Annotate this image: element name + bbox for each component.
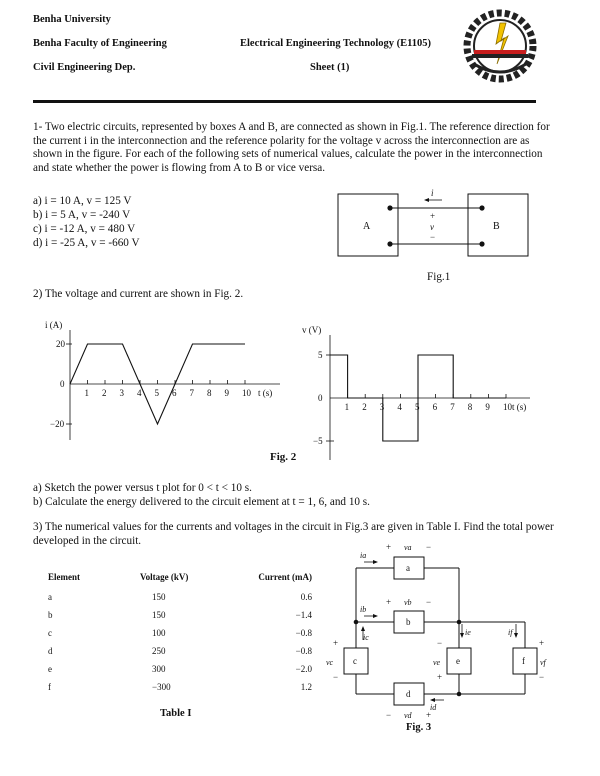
current-cell: −0.8	[295, 628, 312, 638]
voltage-ytick-neg5: −5	[313, 436, 323, 446]
svg-text:+: +	[539, 638, 545, 648]
svg-text:+: +	[426, 710, 432, 720]
element-cell: f	[48, 682, 51, 692]
x-tick-label: 10	[242, 388, 251, 398]
voltage-cell: −300	[152, 682, 171, 692]
x-tick-label: 1	[84, 388, 89, 398]
voltage-vd: vd	[404, 711, 412, 720]
x-tick-label: 10	[503, 402, 512, 412]
x-tick-label: 8	[207, 388, 212, 398]
svg-text:−: −	[386, 710, 392, 720]
svg-text:+: +	[386, 597, 392, 607]
current-ie: ie	[465, 628, 471, 637]
sheet-number: Sheet (1)	[310, 62, 350, 73]
x-tick-label: 1	[344, 402, 350, 412]
current-xlabel: t (s)	[258, 388, 273, 398]
voltage-cell: 100	[152, 628, 166, 638]
voltage-cell: 150	[152, 592, 166, 602]
fig2-plots	[0, 300, 600, 470]
box-a-label: A	[363, 221, 371, 232]
x-tick-label: 4	[397, 402, 402, 412]
table-row	[48, 660, 312, 678]
x-tick-label: 5	[154, 388, 159, 398]
fig1-caption: Fig.1	[427, 271, 451, 283]
q1-item-d: d) i = -25 A, v = -660 V	[33, 237, 140, 249]
plus-label: +	[430, 211, 436, 221]
element-d-label: d	[406, 689, 411, 699]
current-plot	[45, 320, 280, 440]
element-b-label: b	[406, 617, 411, 627]
voltage-ve: ve	[433, 658, 441, 667]
table-row	[48, 642, 312, 660]
x-tick-label: 3	[379, 402, 385, 412]
element-f-label: f	[522, 656, 525, 666]
x-tick-label: 7	[450, 402, 455, 412]
x-tick-label: 6	[432, 402, 438, 412]
current-id: id	[430, 703, 437, 712]
table-caption: Table I	[160, 708, 192, 719]
voltage-cell: 300	[152, 664, 166, 674]
header-voltage: Voltage (kV)	[140, 572, 189, 582]
header-element: Element	[48, 572, 80, 582]
voltage-ytick-0: 0	[318, 393, 323, 403]
q2-sub-b: b) Calculate the energy delivered to the circuit element at t = 1, 6, and 10 s.	[33, 496, 370, 508]
svg-text:+: +	[386, 542, 392, 552]
element-cell: c	[48, 628, 52, 638]
x-tick-label: 4	[137, 388, 142, 398]
current-ic: ic	[363, 633, 369, 642]
q3-text: 3) The numerical values for the currents and voltages in the circuit in Fig.3 are given in Table I. Find the total power developed in the circuit.	[33, 521, 554, 547]
voltage-plot	[302, 325, 530, 460]
current-cell: −1.4	[295, 610, 312, 620]
q1-item-a: a) i = 10 A, v = 125 V	[33, 195, 132, 207]
box-b-label: B	[493, 221, 500, 232]
current-ytick-20: 20	[56, 339, 65, 349]
current-ylabel: i (A)	[45, 320, 63, 330]
voltage-ytick-5: 5	[318, 350, 323, 360]
header-current: Current (mA)	[258, 572, 312, 582]
x-tick-label: 7	[189, 388, 194, 398]
current-ia: ia	[360, 551, 367, 560]
q1-item-b: b) i = 5 A, v = -240 V	[33, 209, 131, 221]
voltage-vf: vf	[540, 658, 546, 667]
table-row	[48, 606, 312, 624]
element-cell: a	[48, 592, 52, 602]
element-a-label: a	[406, 563, 410, 573]
table-row	[48, 588, 312, 606]
university-logo	[460, 6, 540, 86]
element-f	[513, 648, 537, 674]
x-tick-label: 9	[224, 388, 229, 398]
fig3-caption: Fig. 3	[406, 722, 432, 733]
element-cell: b	[48, 610, 53, 620]
svg-text:−: −	[437, 638, 443, 648]
table-i	[48, 566, 312, 696]
q1-text: 1- Two electric circuits, represented by boxes A and B, are connected as shown in Fig.1. The reference direction for the current i in the interconnection and the reference polarity for the voltage v across the interconnection are as shown in the figure. For each of the following sets of numerical values, calculate the power in the interconnection and state whether the power is flowing from A to B or vice versa.	[33, 121, 550, 174]
current-if: if	[508, 628, 513, 637]
q1-item-c: c) i = -12 A, v = 480 V	[33, 223, 136, 235]
course-title: Electrical Engineering Technology (E1105)	[240, 38, 432, 49]
voltage-cell: 150	[152, 610, 166, 620]
voltage-ylabel: v (V)	[302, 325, 322, 335]
svg-text:−: −	[333, 672, 339, 682]
fig3-circuit	[320, 540, 560, 740]
current-label: i	[431, 188, 434, 198]
current-ib: ib	[360, 605, 367, 614]
voltage-vb: vb	[404, 598, 412, 607]
current-cell: −0.8	[295, 646, 312, 656]
minus-label: −	[430, 232, 436, 242]
voltage-vc: vc	[326, 658, 334, 667]
fig1-circuit	[330, 182, 560, 282]
element-e-label: e	[456, 656, 460, 666]
table-row	[48, 624, 312, 642]
q2-text: 2) The voltage and current are shown in Fig. 2.	[33, 288, 244, 300]
voltage-label: v	[430, 222, 434, 232]
fig2-caption: Fig. 2	[270, 451, 297, 463]
header-divider	[33, 100, 536, 103]
svg-text:−: −	[426, 542, 432, 552]
x-tick-label: 2	[102, 388, 107, 398]
x-tick-label: 3	[119, 388, 124, 398]
x-tick-label: 5	[415, 402, 420, 412]
svg-text:−: −	[426, 597, 432, 607]
svg-text:+: +	[437, 672, 443, 682]
voltage-xlabel: t (s)	[512, 402, 527, 412]
current-cell: −2.0	[295, 664, 312, 674]
element-c-label: c	[353, 656, 357, 666]
university-name: Benha University	[33, 14, 111, 25]
current-ytick-neg20: −20	[50, 419, 65, 429]
x-tick-label: 9	[485, 402, 490, 412]
table-header-row	[48, 566, 312, 588]
svg-text:−: −	[539, 672, 545, 682]
current-cell: 1.2	[300, 682, 312, 692]
svg-text:+: +	[333, 638, 339, 648]
voltage-cell: 250	[152, 646, 166, 656]
voltage-va: va	[404, 543, 412, 552]
q2-sub-a: a) Sketch the power versus t plot for 0 < t < 10 s.	[33, 482, 252, 494]
faculty-name: Benha Faculty of Engineering	[33, 38, 167, 49]
element-cell: d	[48, 646, 53, 656]
element-cell: e	[48, 664, 52, 674]
current-cell: 0.6	[300, 592, 312, 602]
voltage-series-line	[330, 355, 506, 441]
x-tick-label: 2	[362, 402, 367, 412]
x-tick-label: 6	[172, 388, 177, 398]
table-row	[48, 678, 312, 696]
department-name: Civil Engineering Dep.	[33, 62, 136, 73]
current-ytick-0: 0	[60, 379, 65, 389]
x-tick-label: 8	[467, 402, 473, 412]
